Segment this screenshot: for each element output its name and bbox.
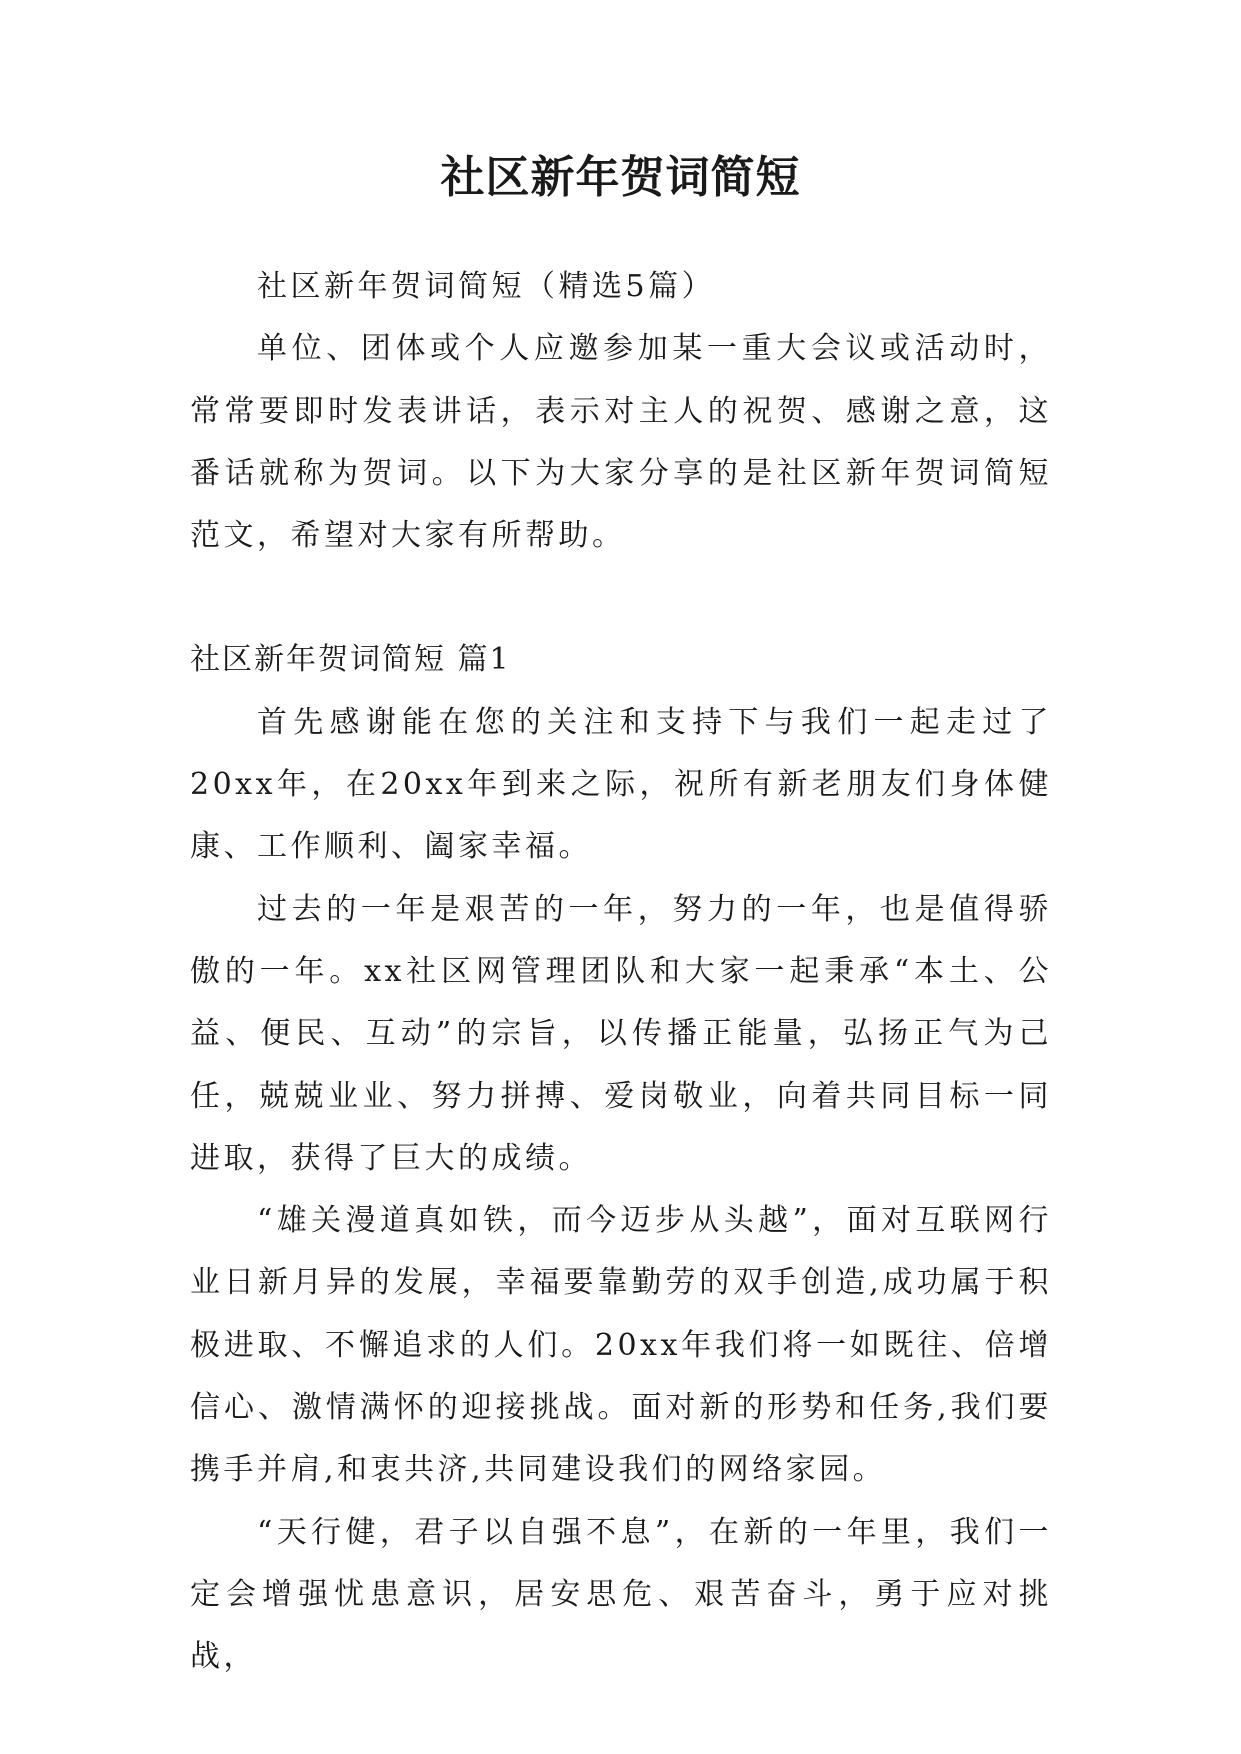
- body-paragraph-1: 首先感谢能在您的关注和支持下与我们一起走过了20xx年，在20xx年到来之际，祝所有新老朋友们身体健康、工作顺利、阖家幸福。: [190, 704, 1052, 865]
- intro-paragraph: 单位、团体或个人应邀参加某一重大会议或活动时，常常要即时发表讲话，表示对主人的祝贺、感谢之意，这番话就称为贺词。以下为大家分享的是社区新年贺词简短范文，希望对大家有所帮助。: [190, 331, 1052, 554]
- section-heading: 社区新年贺词简短 篇1: [190, 642, 511, 678]
- body-paragraph-3: “雄关漫道真如铁，而今迈步从头越”，面对互联网行业日新月异的发展，幸福要靠勤劳的双手创造,成功属于积极进取、不懈追求的人们。20xx年我们将一如既往、倍增信心、激情满怀的迎接挑战。面对新的形势和任务,我们要携手并肩,和衷共济,共同建设我们的网络家园。: [190, 1203, 1052, 1488]
- body-paragraph-4: “天行健，君子以自强不息”，在新的一年里，我们一定会增强忧患意识，居安思危、艰苦奋斗，勇于应对挑战，: [190, 1514, 1052, 1675]
- document-subtitle: 社区新年贺词简短（精选5篇）: [257, 269, 716, 304]
- document-title: 社区新年贺词简短: [440, 152, 801, 203]
- document-body: [190, 256, 1052, 1689]
- body-paragraph-2: 过去的一年是艰苦的一年，努力的一年，也是值得骄傲的一年。xx社区网管理团队和大家一起秉承“本土、公益、便民、互动”的宗旨，以传播正能量，弘扬正气为己任，兢兢业业、努力拼搏、爱岗敬业，向着共同目标一同进取，获得了巨大的成绩。: [190, 891, 1052, 1176]
